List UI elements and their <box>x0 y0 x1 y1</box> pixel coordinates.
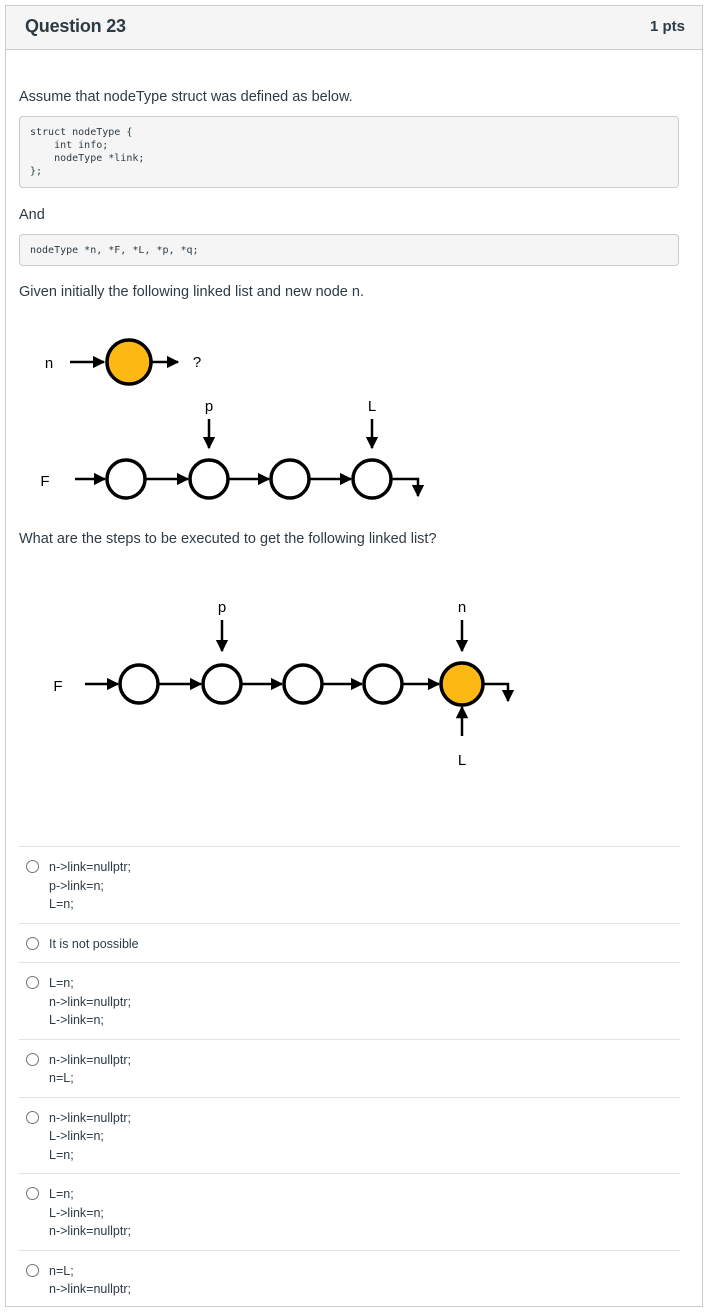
struct-code-block <box>19 116 679 188</box>
answer-line: n->link=nullptr; <box>49 1224 131 1238</box>
target-list-diagram <box>0 590 704 780</box>
answer-option-1[interactable] <box>19 846 680 923</box>
answer-line: n=L; <box>49 1263 74 1278</box>
answer-line: L=n; <box>49 976 74 990</box>
answer-line: L->link=n; <box>49 1205 104 1220</box>
initial-list-diagram <box>0 320 704 510</box>
answer-line: n->link=nullptr; <box>49 994 131 1009</box>
list-node-4 <box>364 665 402 703</box>
code-line: nodeType *n, *F, *L, *p, *q; <box>30 245 199 256</box>
diagram2-p-label: p <box>217 599 227 616</box>
diagram1-f-label: F <box>40 473 50 490</box>
answer-option-5[interactable] <box>19 1097 680 1174</box>
radio-button[interactable] <box>26 1187 39 1200</box>
answer-line: n->link=nullptr; <box>49 1282 131 1296</box>
null-link-arrow <box>391 479 418 496</box>
list-node-4 <box>353 460 391 498</box>
and-text: And <box>19 207 45 223</box>
answer-line: L->link=n; <box>49 1013 104 1027</box>
null-link-arrow <box>483 684 508 701</box>
list-node-1 <box>107 460 145 498</box>
radio-button[interactable] <box>26 1111 39 1124</box>
answer-line: L=n; <box>49 1187 74 1201</box>
answer-list <box>19 846 680 1308</box>
answer-line: n->link=nullptr; <box>49 860 131 874</box>
list-node-3 <box>284 665 322 703</box>
diagram1-n-label: n <box>44 355 54 372</box>
list-node-1 <box>120 665 158 703</box>
list-node-2 <box>190 460 228 498</box>
question-header <box>6 6 702 50</box>
steps-question-text: What are the steps to be executed to get the following linked list? <box>19 531 437 547</box>
radio-button[interactable] <box>26 937 39 950</box>
answer-option-7[interactable] <box>19 1250 680 1308</box>
new-node-circle <box>107 340 151 384</box>
answer-line: p->link=n; <box>49 878 104 893</box>
given-text: Given initially the following linked list and new node n. <box>19 284 364 300</box>
code-line: nodeType *link; <box>30 153 145 164</box>
answer-option-2[interactable] <box>19 923 680 963</box>
answer-line: n->link=nullptr; <box>49 1110 131 1125</box>
declaration-code-block <box>19 234 679 266</box>
code-line: struct nodeType { <box>30 127 133 138</box>
answer-option-4[interactable] <box>19 1039 680 1097</box>
diagram1-p-label: p <box>204 398 214 415</box>
answer-option-3[interactable] <box>19 962 680 1039</box>
list-node-2 <box>203 665 241 703</box>
code-line: int info; <box>30 140 109 151</box>
answer-option-6[interactable] <box>19 1173 680 1250</box>
diagram2-f-label: F <box>53 678 63 695</box>
new-node-circle <box>441 663 483 705</box>
unknown-link-label: ? <box>192 354 202 371</box>
answer-line: It is not possible <box>49 936 139 951</box>
diagram2-l-label: L <box>457 752 467 769</box>
radio-button[interactable] <box>26 976 39 989</box>
question-points: 1 pts <box>649 18 685 35</box>
radio-button[interactable] <box>26 1264 39 1277</box>
list-node-3 <box>271 460 309 498</box>
answer-line: n=L; <box>49 1071 74 1085</box>
answer-line: L=n; <box>49 897 74 911</box>
intro-text: Assume that nodeType struct was defined as below. <box>19 89 353 105</box>
code-line: }; <box>30 166 43 177</box>
diagram2-n-label: n <box>457 599 467 616</box>
answer-line: L=n; <box>49 1147 74 1162</box>
question-title: Question 23 <box>25 16 126 36</box>
answer-line: n->link=nullptr; <box>49 1052 131 1067</box>
radio-button[interactable] <box>26 1053 39 1066</box>
radio-button[interactable] <box>26 860 39 873</box>
answer-line: L->link=n; <box>49 1129 104 1143</box>
diagram1-l-label: L <box>367 398 377 415</box>
